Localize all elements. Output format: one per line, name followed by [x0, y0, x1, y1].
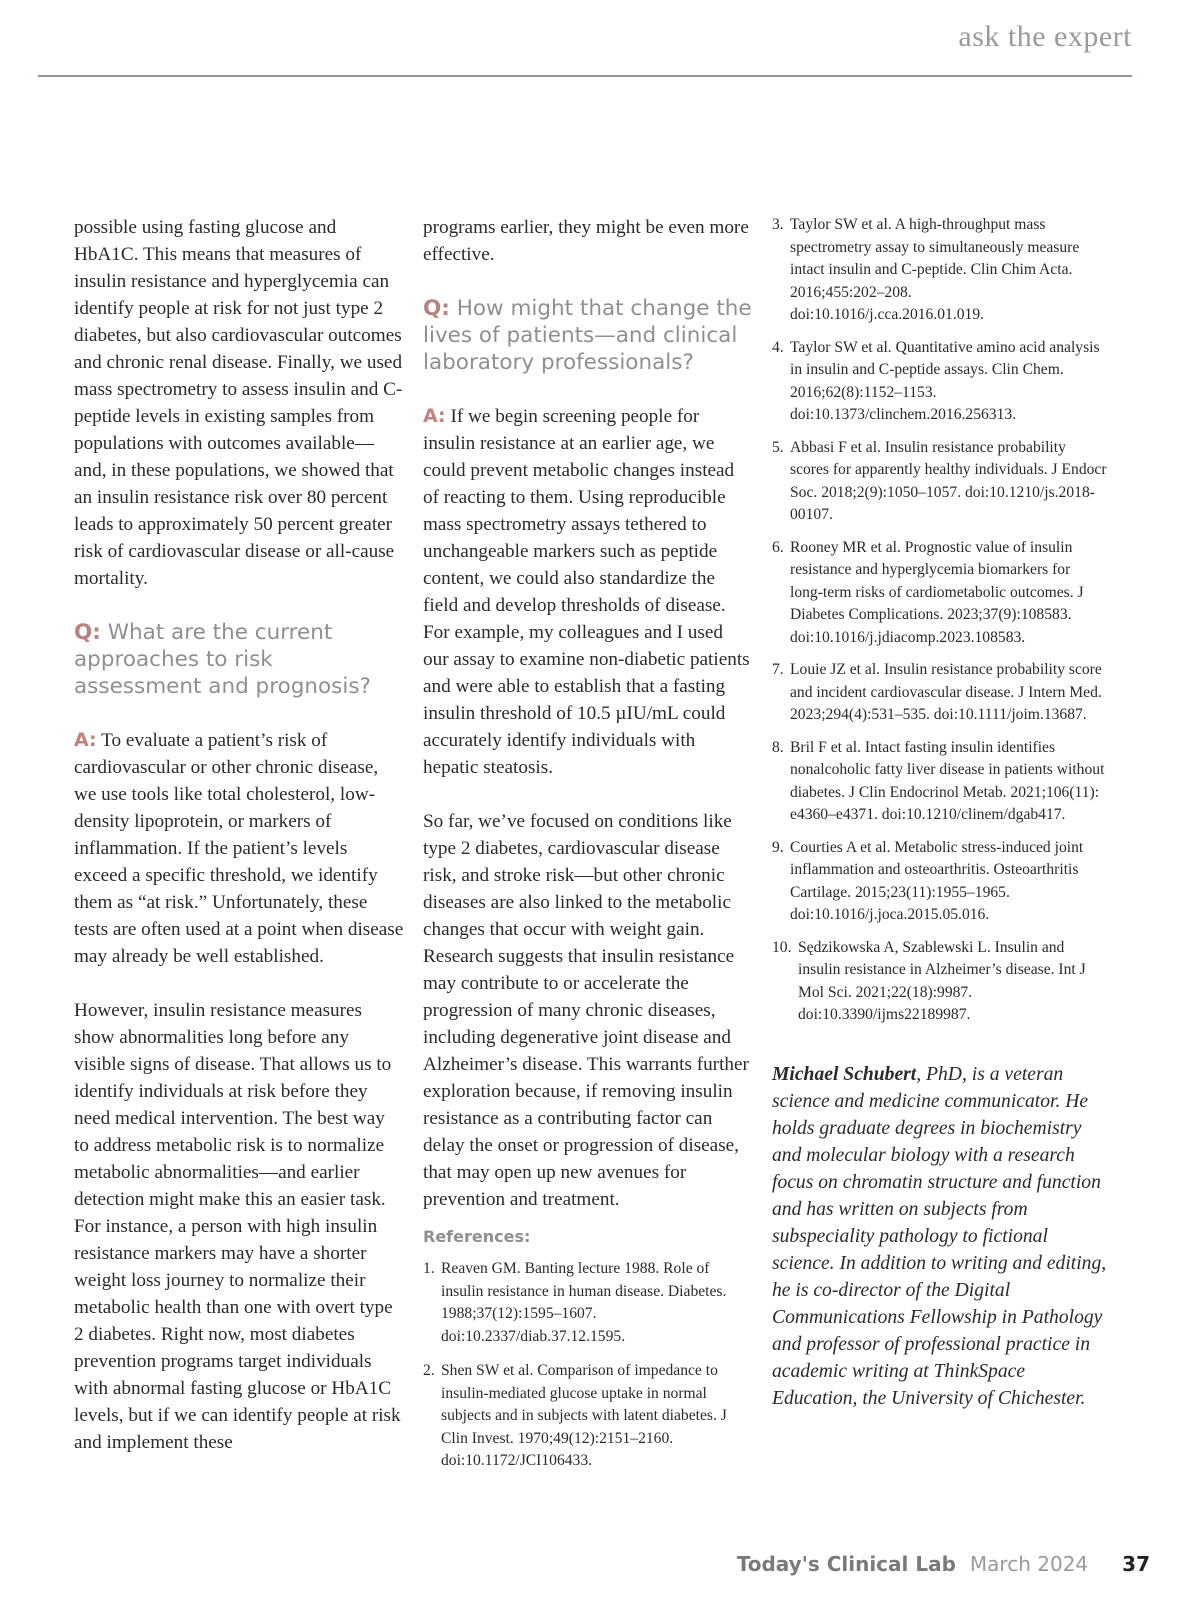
- reference-number: 3.: [772, 216, 784, 233]
- reference-text: Bril F et al. Intact fasting insulin identifies nonalcoholic fatty liver disease in patients without diabetes. J Clin Endocrinol Metab. 2021;106(11): e4360–e4371. doi:10.1210/clinem/dgab417.: [790, 738, 1105, 823]
- reference-text: Reaven GM. Banting lecture 1988. Role of insulin resistance in human disease. Diabetes. 1988;37(12):1595–1607. doi:10.2337/diab.37.12.1595.: [441, 1260, 727, 1345]
- reference-item: [772, 837, 1107, 927]
- reference-text: Sędzikowska A, Szablewski L. Insulin and insulin resistance in Alzheimer’s disease. Int J Mol Sci. 2021;22(18):9987. doi:10.3390/ijms22189987.: [798, 938, 1086, 1023]
- answer-label: A:: [74, 729, 97, 751]
- author-bio-text: , PhD, is a veteran science and medicine communicator. He holds graduate degrees in biochemistry and molecular biology with a research focus on chromatin structure and function and has written on subjects from subspeciality pathology to fictional science. In addition to writing and editing, he is co-director of the Digital Communications Fellowship in Pathology and professor of professional practice in academic writing at ThinkSpace Education, the University of Chichester.: [772, 1063, 1107, 1409]
- author-name: Michael Schubert: [772, 1063, 917, 1085]
- reference-text: Taylor SW et al. Quantitative amino acid analysis in insulin and C-peptide assays. Clin Chem. 2016;62(8):1152–1153. doi:10.1373/clinchem.2016.256313.: [790, 338, 1100, 423]
- reference-item: [772, 659, 1107, 727]
- section-title: ask the expert: [958, 20, 1132, 53]
- reference-number: 5.: [772, 438, 784, 456]
- reference-text: Rooney MR et al. Prognostic value of insulin resistance and hyperglycemia biomarkers for long-term risks of cardiometabolic outcomes. J Diabetes Complications. 2023;37(9):108583. doi:10.1016/j.jdiacomp.2023.108583.: [790, 538, 1084, 646]
- reference-text: Abbasi F et al. Insulin resistance probability scores for apparently healthy individuals. J Endocr Soc. 2018;2(9):1050–1057. doi:10.1210/js.2018-00107.: [790, 438, 1107, 523]
- reference-item: [772, 337, 1107, 427]
- reference-item: [772, 437, 1107, 527]
- reference-number: 8.: [772, 738, 784, 756]
- page-number: 37: [1122, 1552, 1150, 1576]
- page-footer: [737, 1552, 1150, 1576]
- reference-item: [423, 1360, 753, 1473]
- reference-number: 7.: [772, 661, 784, 678]
- col2-answer: [423, 403, 753, 781]
- col1-answer: [74, 727, 404, 970]
- answer-text: If we begin screening people for insulin resistance at an earlier age, we could prevent metabolic changes instead of reacting to them. Using reproducible mass spectrometry assays tethered to unchangeable markers such as peptide content, we could also standardize the field and develop thresholds of disease. For example, my colleagues and I used our assay to examine non-diabetic patients and were able to establish that a fasting insulin threshold of 10.5 µIU/mL could accurately identify individuals with hepatic steatosis.: [423, 406, 750, 778]
- references-heading: References:: [423, 1227, 531, 1246]
- reference-number: 2.: [423, 1362, 435, 1379]
- reference-number: 4.: [772, 338, 784, 356]
- issue-date: March 2024: [969, 1552, 1089, 1576]
- reference-item: [423, 1258, 753, 1348]
- reference-item: [772, 737, 1107, 827]
- column-3: [772, 214, 1107, 1412]
- question-text: What are the current approaches to risk assessment and prognosis?: [74, 620, 371, 699]
- col1-paragraph-1: possible using fasting glucose and HbA1C. This means that measures of insulin resistance and hyperglycemia can identify people at risk for not just type 2 diabetes, but also cardiovascular outcomes and chronic renal disease. Finally, we used mass spectrometry to assess insulin and C-peptide levels in existing samples from populations with outcomes available—and, in these populations, we showed that an insulin resistance risk over 80 percent leads to approximately 50 percent greater risk of cardiovascular disease or all-cause mortality.: [74, 217, 403, 589]
- column-2: [423, 214, 753, 1473]
- col1-question: [74, 619, 404, 700]
- reference-text: Taylor SW et al. A high-throughput mass spectrometry assay to simultaneously measure intact insulin and C-peptide. Clin Chim Acta. 2016;455:202–208. doi:10.1016/j.cca.2016.01.019.: [790, 216, 1080, 323]
- col1-paragraph-2: However, insulin resistance measures show abnormalities long before any visible signs of disease. That allows us to identify individuals at risk before they need medical intervention. The best way to address metabolic risk is to normalize metabolic abnormalities—and earlier detection might make this an easier task. For instance, a person with high insulin resistance markers may have a shorter weight loss journey to normalize their metabolic health than one with overt type 2 diabetes. Right now, most diabetes prevention programs target individuals with abnormal fasting glucose or HbA1C levels, but if we can identify people at risk and implement these: [74, 1000, 401, 1453]
- reference-item: [772, 214, 1107, 327]
- answer-text: To evaluate a patient’s risk of cardiovascular or other chronic disease, we use tools like total cholesterol, low-density lipoprotein, or markers of inflammation. If the patient’s levels exceed a specific threshold, we identify them as “at risk.” Unfortunately, these tests are often used at a point when disease may already be well established.: [74, 730, 404, 967]
- col2-question: [423, 295, 753, 376]
- reference-number: 6.: [772, 538, 784, 556]
- reference-number: 1.: [423, 1260, 435, 1277]
- reference-number: 10.: [772, 938, 792, 956]
- reference-text: Shen SW et al. Comparison of impedance to insulin-mediated glucose uptake in normal subjects and in subjects with latent diabetes. J Clin Invest. 1970;49(12):2151–2160. doi:10.1172/JCI106433.: [441, 1362, 727, 1469]
- answer-label: A:: [423, 405, 446, 427]
- column-1: [74, 214, 404, 1456]
- question-label: Q:: [74, 620, 101, 645]
- publication-name: Today's Clinical Lab: [736, 1552, 956, 1576]
- reference-item: [772, 537, 1107, 650]
- col2-paragraph-2: So far, we’ve focused on conditions like type 2 diabetes, cardiovascular disease risk, and stroke risk—but other chronic diseases are also linked to the metabolic changes that occur with weight gain. Research suggests that insulin resistance may contribute to or accelerate the progression of many chronic diseases, including degenerative joint disease and Alzheimer’s disease. This warrants further exploration because, if removing insulin resistance as a contributing factor can delay the onset or progression of disease, that may open up new avenues for prevention and treatment.: [423, 811, 749, 1210]
- col2-paragraph-1: programs earlier, they might be even more effective.: [423, 217, 749, 265]
- reference-text: Louie JZ et al. Insulin resistance probability score and incident cardiovascular disease. J Intern Med. 2023;294(4):531–535. doi:10.1111/joim.13687.: [790, 661, 1102, 723]
- question-text: How might that change the lives of patients—and clinical laboratory professionals?: [423, 296, 752, 375]
- header-divider: [38, 75, 1132, 77]
- reference-number: 9.: [772, 838, 784, 856]
- author-bio: [772, 1061, 1107, 1412]
- reference-item: [772, 937, 1107, 1027]
- reference-text: Courties A et al. Metabolic stress-induced joint inflammation and osteoarthritis. Osteoarthritis Cartilage. 2015;23(11):1955–1965. doi:10.1016/j.joca.2015.05.016.: [790, 838, 1084, 923]
- question-label: Q:: [423, 296, 450, 321]
